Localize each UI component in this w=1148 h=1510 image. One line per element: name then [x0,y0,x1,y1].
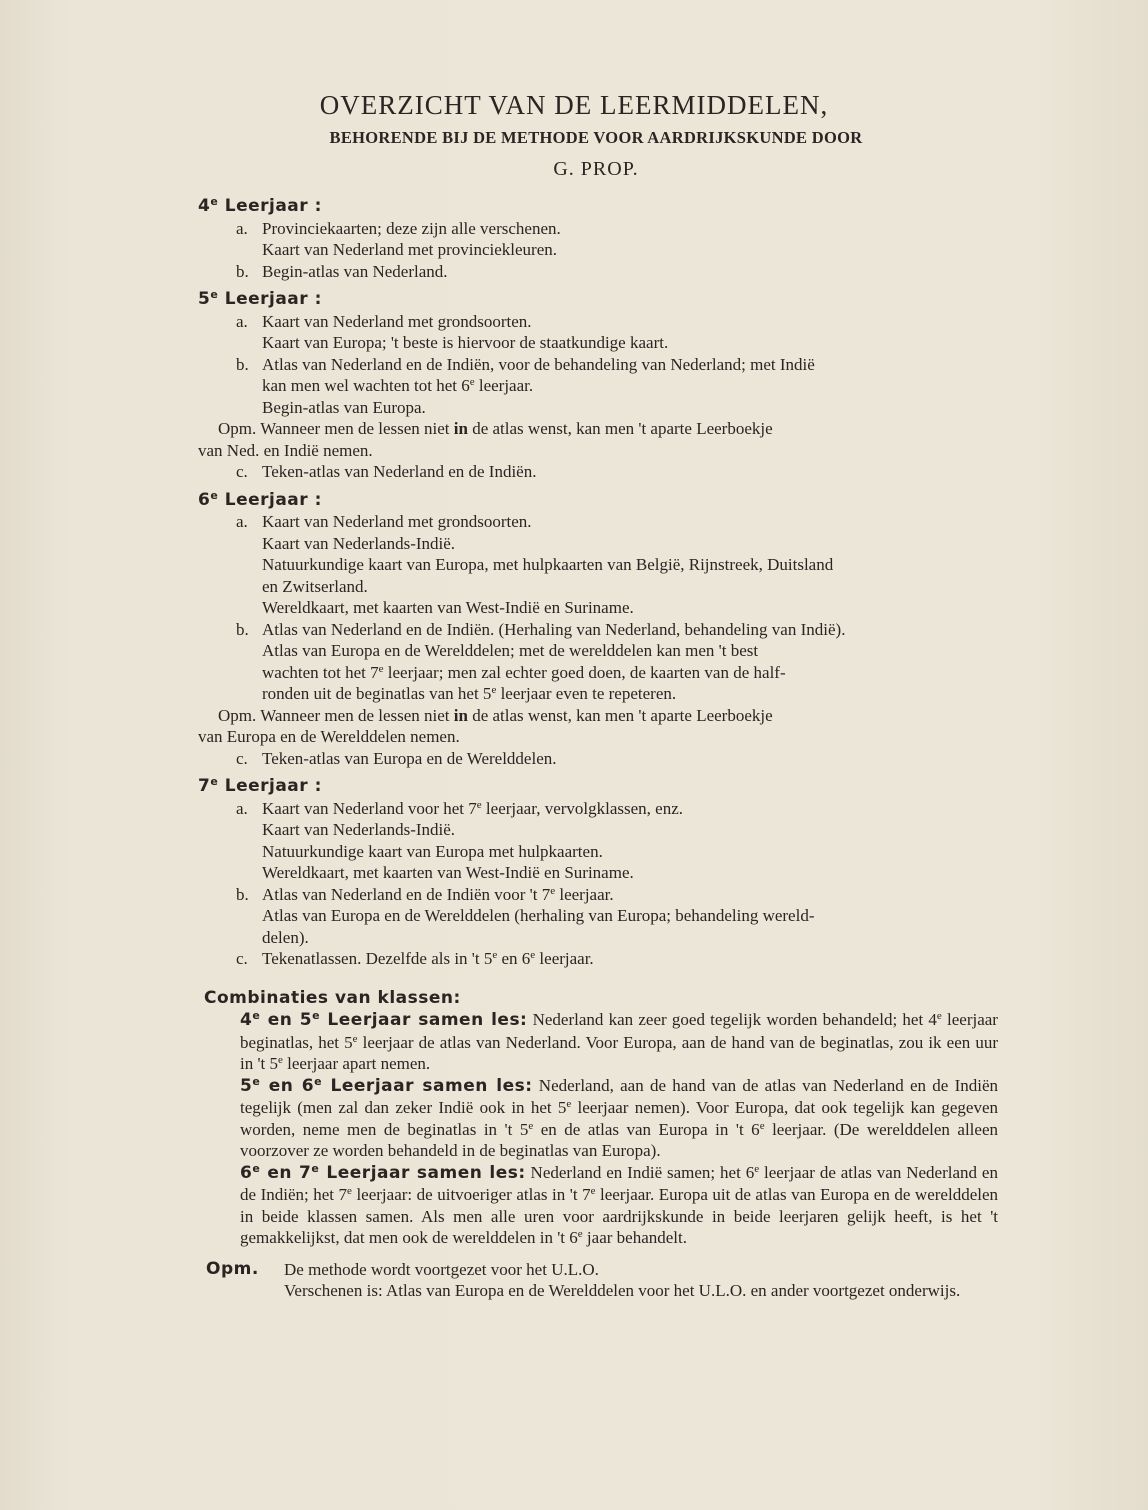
year5-opm: Opm. Wanneer men de lessen niet in de atlas wenst, kan men 't aparte Leerboekje [218,419,773,438]
year5-item-b: b. Atlas van Nederland en de Indiën, voor de behandeling van Nederland; met Indië [236,354,815,374]
document-subtitle: BEHORENDE BIJ DE METHODE VOOR AARDRIJKSKUNDE DOOR [329,128,863,147]
year4-item-b: b. Begin-atlas van Nederland. [236,261,448,281]
year5-item-b-line2: kan men wel wachten tot het 6e leerjaar. [262,376,534,395]
year7-item-a-line4: Wereldkaart, met kaarten van West-Indië en Suriname. [262,863,634,882]
year7-heading: 7e Leerjaar : [198,775,322,796]
year6-item-b-line3: wachten tot het 7e leerjaar; men zal echter goed doen, de kaarten van de half- [262,662,786,682]
year5-item-a-line2: Kaart van Europa; 't beste is hiervoor de staatkundige kaart. [262,333,669,352]
year7-item-a-line3: Natuurkundige kaart van Europa met hulpkaarten. [262,841,603,861]
year6-item-b: b. Atlas van Nederland en de Indiën. (Herhaling van Nederland, behandeling van Indië). [236,619,846,639]
year6-heading: 6e Leerjaar : [198,488,322,510]
year6-item-a: a. Kaart van Nederland met grondsoorten. [236,512,532,531]
final-note-label: Opm. [206,1258,259,1279]
final-note [206,1259,998,1302]
combination-6-7: 6e en 7e Leerjaar samen les: Nederland en Indië samen; het 6e leerjaar de atlas van Nederland en de Indiën; het 7e leerjaar: de uitvoeriger atlas in 't 7e leerjaar. Europa uit de atlas van Europa en de werelddelen in beide klassen samen. Als men alle uren voor aardrijkskunde in beide leerjaren gelijk heeft, is het 't gemakkelijkst, dat men ook de werelddelen in 't 6e jaar behandelt. [240,1161,999,1247]
document-author: G. PROP. [553,158,639,180]
year6-item-a-line2: Kaart van Nederlands-Indië. [262,533,456,553]
document-body [198,196,998,1302]
year5-item-a: a. Kaart van Nederland met grondsoorten. [236,311,532,331]
year7-item-b-line3: delen). [262,927,309,947]
document-title: OVERZICHT VAN DE LEERMIDDELEN, [319,90,829,120]
year5-opm-line2: van Ned. en Indië nemen. [198,440,373,460]
year7-item-c: c. Tekenatlassen. Dezelfde als in 't 5e en 6e leerjaar. [236,949,594,968]
year6-item-a-line5: Wereldkaart, met kaarten van West-Indië en Suriname. [262,598,634,617]
year6-opm: Opm. Wanneer men de lessen niet in de atlas wenst, kan men 't aparte Leerboekje [218,705,773,725]
year7-item-a: a. Kaart van Nederland voor het 7e leerjaar, vervolgklassen, enz. [236,798,684,818]
year6-item-a-line3: Natuurkundige kaart van Europa, met hulpkaarten van België, Rijnstreek, Duitsland [262,555,834,574]
year4-heading: 4e Leerjaar : [198,195,322,216]
year6-item-b-line4: ronden uit de beginatlas van het 5e leerjaar even te repeteren. [262,684,677,703]
year6-item-b-line2: Atlas van Europa en de Werelddelen; met de werelddelen kan men 't best [262,641,759,660]
year7-item-a-line2: Kaart van Nederlands-Indië. [262,820,456,839]
final-note-line2: Verschenen is: Atlas van Europa en de Werelddelen voor het U.L.O. en ander voortgezet onderwijs. [284,1281,961,1300]
year4-item-a-line2: Kaart van Nederland met provinciekleuren. [262,240,558,259]
combination-5-6: 5e en 6e Leerjaar samen les: Nederland, aan de hand van de atlas van Nederland en de Indiën tegelijk (men zal dan zeker Indië ook in het 5e leerjaar nemen). Voor Europa, dat ook tegelijk kan gegeven worden, neme men de beginatlas in 't 5e en de atlas van Europa in 't 6e leerjaar. (De werelddelen alleen voorzover ze worden behandeld in de beginatlas van Europa). [240,1074,998,1160]
year5-item-c: c. Teken-atlas van Nederland en de Indiën. [236,462,537,481]
year6-opm-line2: van Europa en de Werelddelen nemen. [198,727,460,746]
year5-heading: 5e Leerjaar : [198,288,322,309]
year7-item-b-line2: Atlas van Europa en de Werelddelen (herhaling van Europa; behandeling wereld- [262,906,815,925]
combinations-heading: Combinaties van klassen: [204,987,461,1008]
year7-item-b: b. Atlas van Nederland en de Indiën voor 't 7e leerjaar. [236,884,614,904]
final-note-line1: De methode wordt voortgezet voor het U.L.O. [284,1259,599,1279]
year6-item-c: c. Teken-atlas van Europa en de Werelddelen. [236,748,557,768]
year6-item-a-line4: en Zwitserland. [262,576,368,596]
year4-item-a: a. Provinciekaarten; deze zijn alle verschenen. [236,218,561,238]
year5-item-b-line3: Begin-atlas van Europa. [262,397,426,417]
combination-4-5: 4e en 5e Leerjaar samen les: Nederland kan zeer goed tegelijk worden behandeld; het 4e leerjaar beginatlas, het 5e leerjaar de atlas van Nederland. Voor Europa, aan de hand van de beginatlas, zou ik een uur in 't 5e leerjaar apart nemen. [240,1009,998,1073]
